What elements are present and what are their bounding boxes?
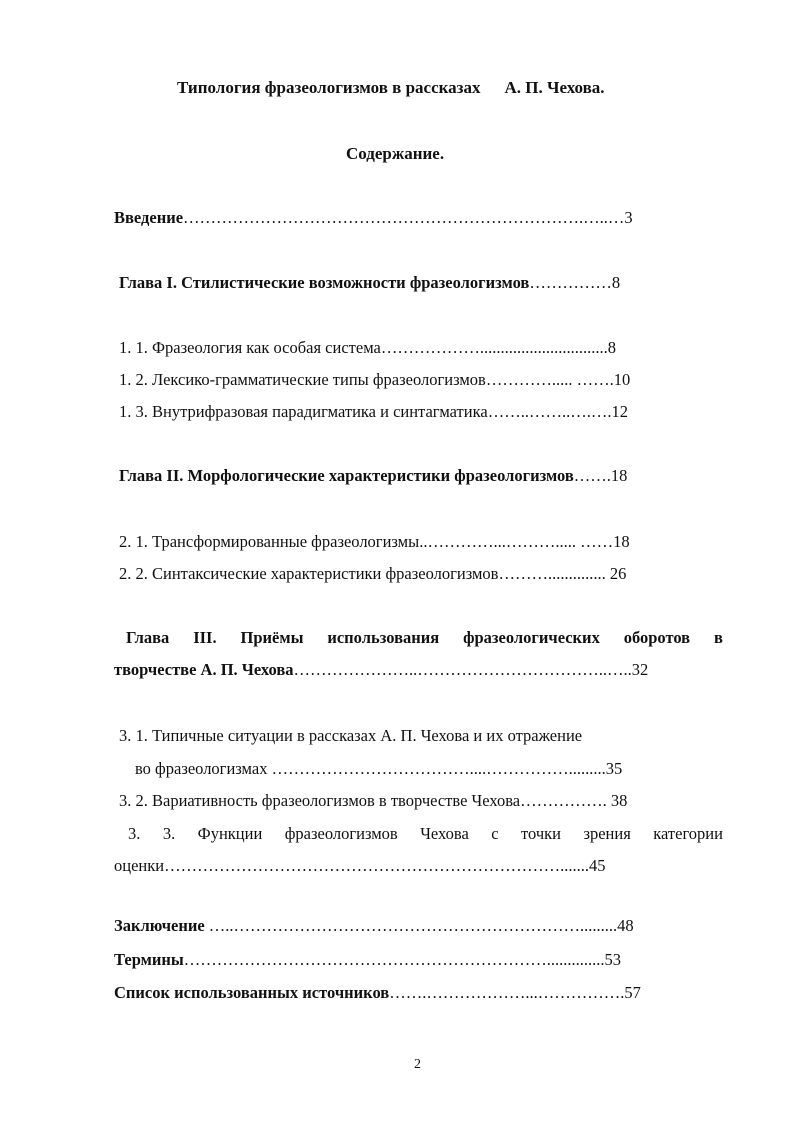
toc-entry-intro[interactable] [114,208,633,228]
title-main: Типология фразеологизмов в рассказах [177,78,481,97]
toc-entry-chapter-1[interactable] [119,273,620,293]
toc-terms-leader: …………………………………………………………..............53 [183,950,622,969]
toc-ch3-line1[interactable] [126,628,723,648]
toc-intro-leader: ……………………………………………………………….…..…3 [183,208,633,227]
toc-ch3-word: оборотов [623,628,691,647]
toc-entry-conclusion[interactable] [114,916,634,936]
toc-conclusion-label: Заключение [114,916,205,935]
toc-ch1-leader: ……………8 [529,273,621,292]
toc-ch3-word: в [714,628,723,647]
toc-3-3-word: 3. [128,824,141,843]
toc-entry-sources[interactable] [114,983,641,1003]
toc-entry-3-2[interactable]: 3. 2. Вариативность фразеологизмов в творчестве Чехова……………. 38 [119,791,628,810]
toc-conclusion-leader: …..……………………………………………………….........48 [204,916,634,935]
toc-entry-3-3-line2[interactable]: оценки……………………………………………………………….......45 [114,856,606,875]
toc-entry-1-2[interactable]: 1. 2. Лексико-грамматические типы фразеологизмов…………..... …….10 [119,370,631,389]
toc-ch3-label-cont: творчестве А. П. Чехова [114,660,294,679]
toc-3-3-word: точки [521,824,561,843]
toc-ch1-label: Глава I. Стилистические возможности фразеологизмов [119,273,530,292]
toc-entry-2-1[interactable]: 2. 1. Трансформированные фразеологизмы..…………...………..... ……18 [119,532,630,551]
page-number: 2 [414,1057,421,1072]
toc-intro-label: Введение [114,208,184,227]
toc-terms-label: Термины [114,950,184,969]
toc-sources-leader: …….………………...…………….57 [389,983,641,1002]
toc-entry-chapter-2[interactable] [119,466,627,486]
toc-entry-1-1[interactable]: 1. 1. Фразеология как особая система………………...............................8 [119,338,616,357]
toc-3-3-word: Функции [197,824,263,843]
toc-3-3-word: Чехова [420,824,469,843]
toc-3-3-word: категории [653,824,723,843]
toc-ch3-line2[interactable] [114,660,648,680]
toc-entry-3-1[interactable]: 3. 1. Типичные ситуации в рассказах А. П. Чехова и их отражение [119,726,583,745]
contents-heading: Содержание. [346,144,445,163]
toc-entry-1-3[interactable]: 1. 3. Внутрифразовая парадигматика и синтагматика……..……..….….12 [119,402,628,421]
toc-ch3-word: III. [193,628,217,647]
toc-ch3-word: Глава [126,628,170,647]
toc-entry-3-3-line1[interactable] [128,824,723,844]
toc-ch3-word: использования [327,628,440,647]
toc-entry-terms[interactable] [114,950,621,970]
toc-ch2-leader: …….18 [573,466,628,485]
toc-entry-2-2[interactable]: 2. 2. Синтаксические характеристики фразеологизмов……….............. 26 [119,564,627,583]
toc-3-3-word: фразеологизмов [284,824,398,843]
toc-3-3-word: зрения [583,824,631,843]
document-title [177,78,605,98]
toc-3-3-word: 3. [162,824,176,843]
toc-ch3-word: Приёмы [240,628,304,647]
toc-3-3-word: с [491,824,499,843]
toc-entry-3-1-cont[interactable]: во фразеологизмах ………………………………....…………….........35 [135,759,623,778]
toc-ch3-word: фразеологических [463,628,600,647]
toc-sources-label: Список использованных источников [114,983,390,1002]
title-author: А. П. Чехова. [504,78,605,97]
toc-ch3-leader: …………………..……………………………..…..32 [293,660,649,679]
toc-ch2-label: Глава II. Морфологические характеристики фразеологизмов [119,466,574,485]
